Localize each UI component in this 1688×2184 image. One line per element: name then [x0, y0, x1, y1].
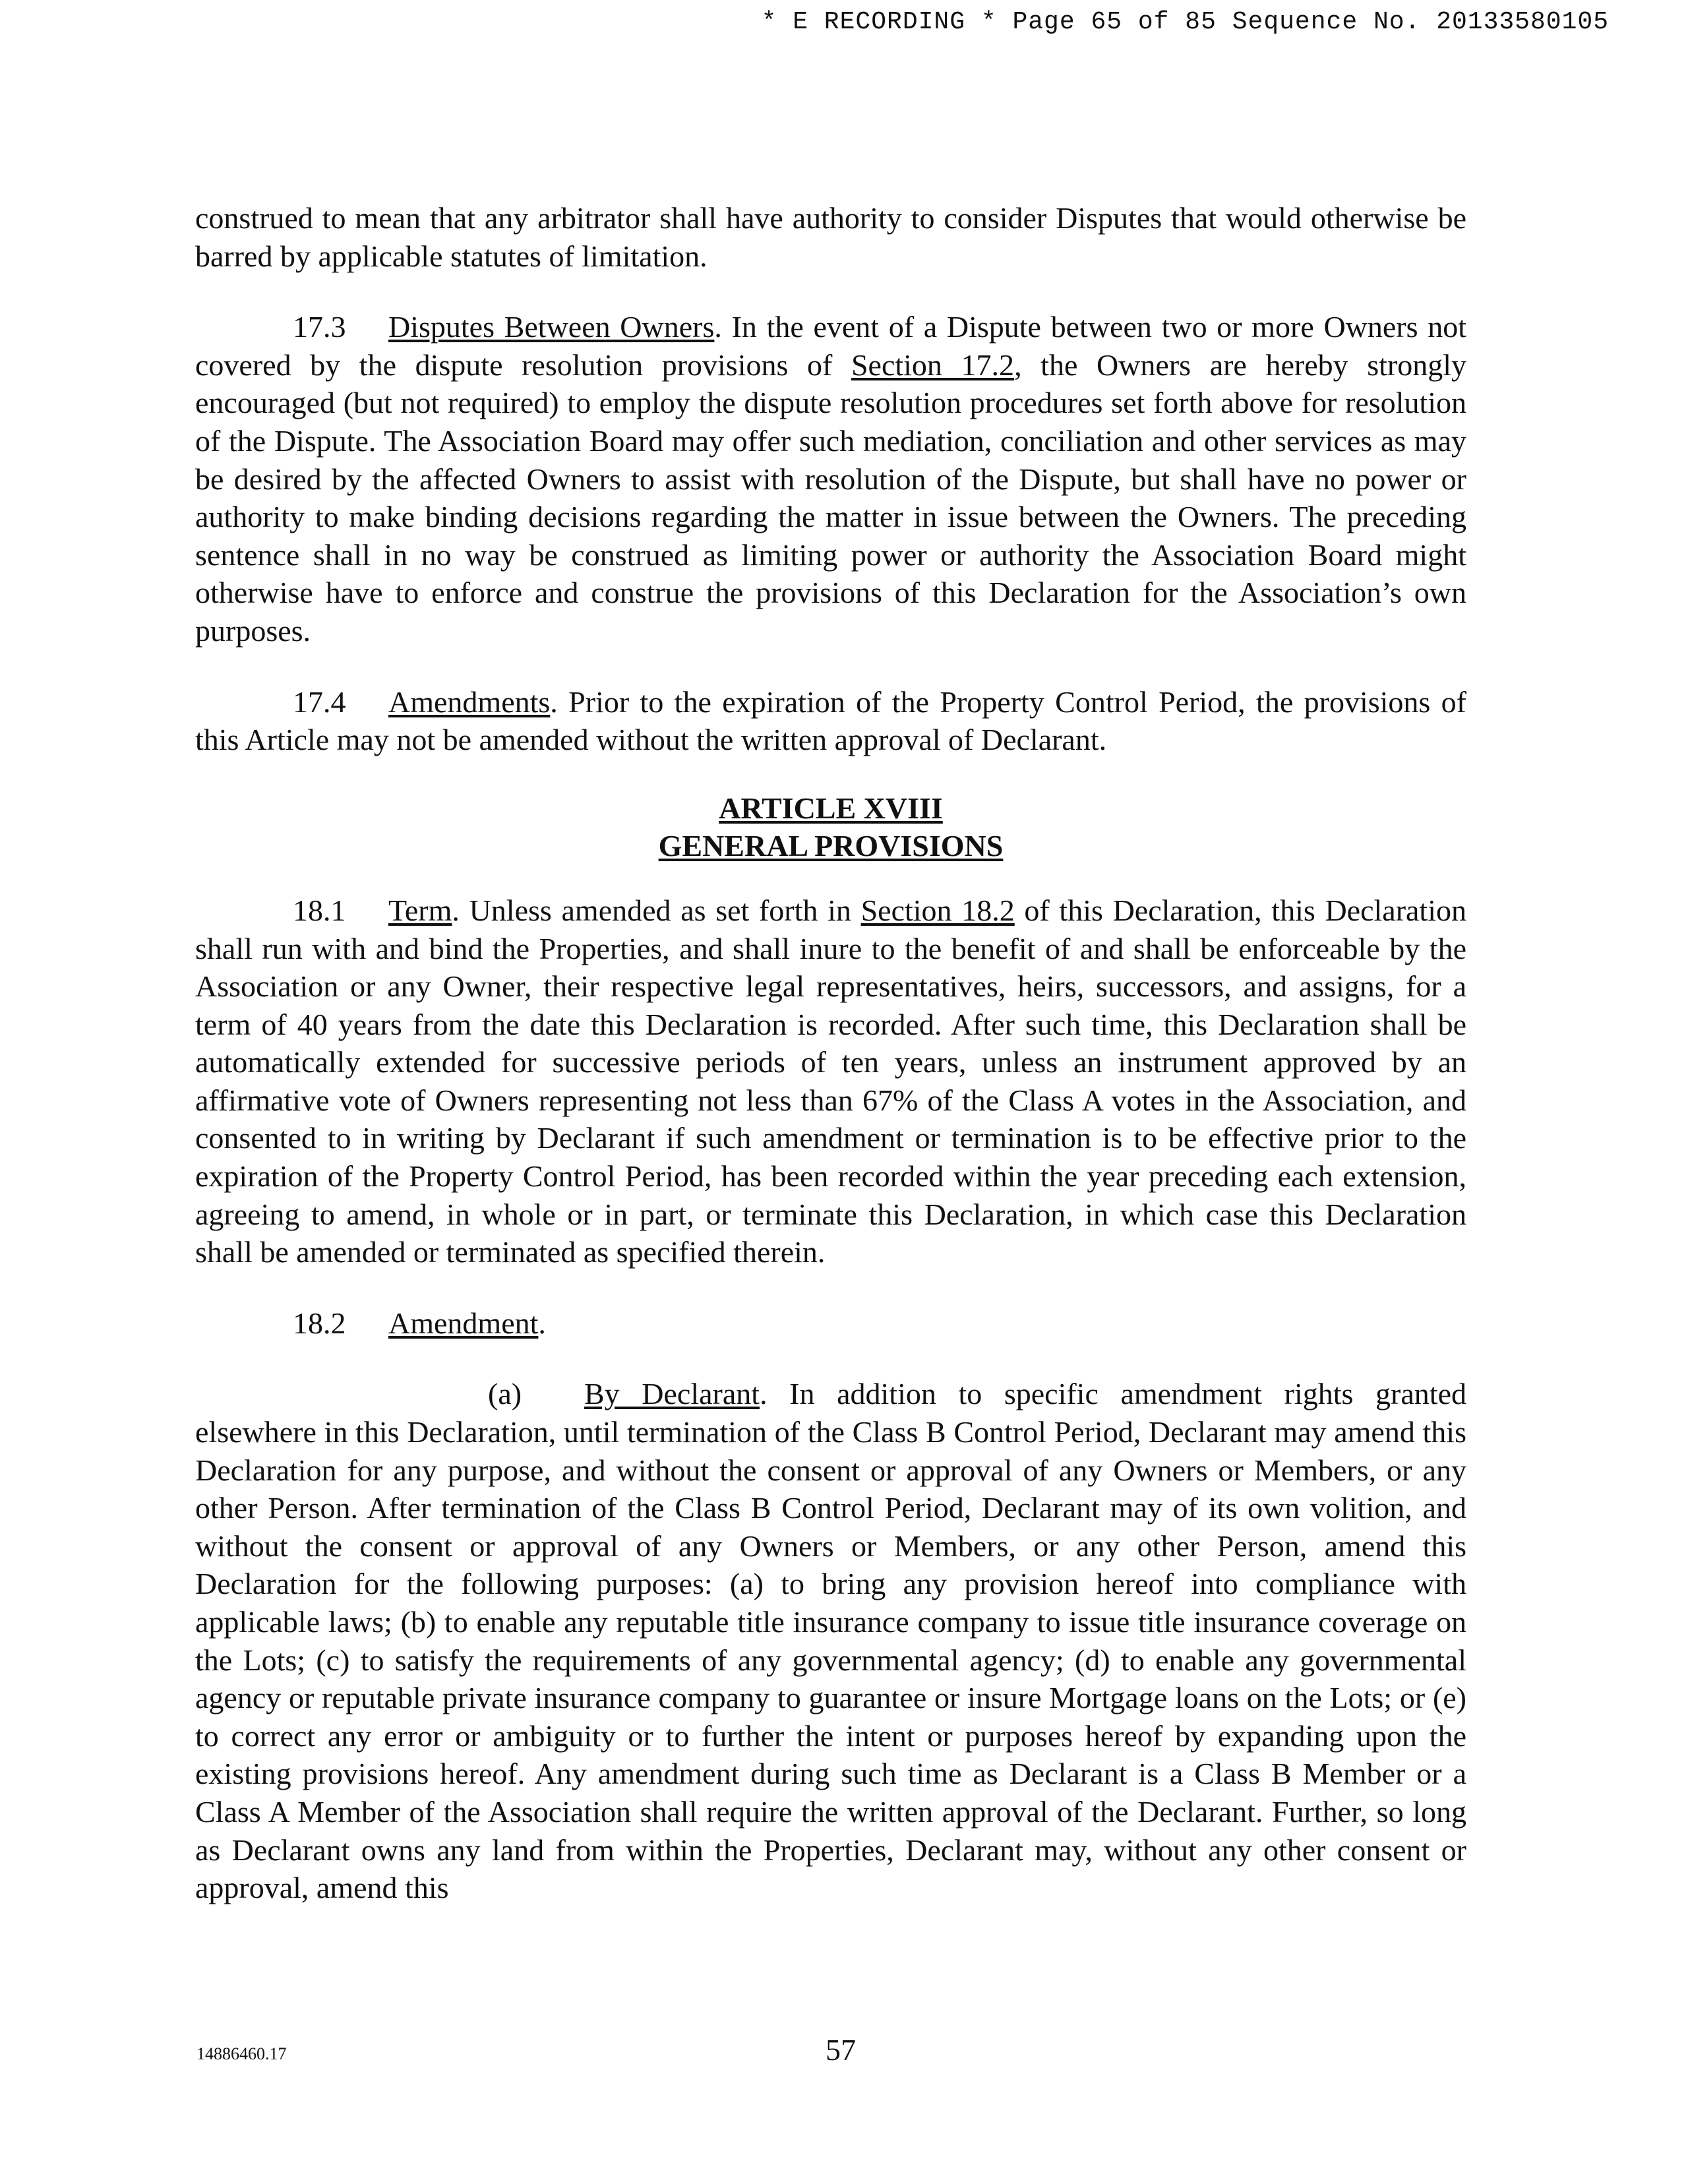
section-number: 17.4: [293, 684, 346, 719]
section-title: Amendments: [388, 684, 551, 719]
recording-header: * E RECORDING * Page 65 of 85 Sequence No. 20133580105: [761, 8, 1609, 36]
document-body: [195, 199, 1466, 1940]
section-title: Term: [388, 893, 452, 927]
section-text: . Unless amended as set forth in: [452, 893, 861, 927]
subsection-title: By Declarant: [584, 1377, 760, 1411]
footer-page-number: 57: [826, 2033, 856, 2067]
section-18-1: [195, 892, 1466, 1271]
section-text: .: [538, 1306, 546, 1340]
section-17-4: [195, 683, 1466, 759]
section-title: Amendment: [388, 1306, 539, 1340]
section-text: , the Owners are hereby strongly encouraged (but not required) to employ the dispute resolution procedures set forth above for resolution of the Dispute. The Association Board may offer such mediation, conciliation and other services as may be desired by the affected Owners to assist with resolution of the Dispute, but shall have no power or authority to make binding decisions regarding the matter in issue between the Owners. The preceding sentence shall in no way be construed as limiting power or authority the Association Board might otherwise have to enforce and construe the provisions of this Declaration for the Association’s own purposes.: [195, 348, 1467, 648]
article-title: GENERAL PROVISIONS: [658, 829, 1004, 863]
section-text: . Prior to the expiration of the Property Control Period, the provisions of this Article may not be amended without the written approval of Declarant.: [195, 684, 1466, 757]
subsection-text: . In addition to specific amendment rights granted elsewhere in this Declaration, until termination of the Class B Control Period, Declarant may amend this Declaration for any purpose, and without the consent or approval of any Owners or Members, or any other Person. After termination of the Class B Control Period, Declarant may of its own volition, and without the consent or approval of any Owners or Members, or any other Person, amend this Declaration for the following purposes: (a) to bring any provision hereof into compliance with applicable laws; (b) to enable any reputable title insurance company to issue title insurance coverage on the Lots; (c) to satisfy the requirements of any governmental agency; (d) to enable any governmental agency or reputable private insurance company to guarantee or insure Mortgage loans on the Lots; or (e) to correct any error or ambiguity or to further the intent or purposes hereof by expanding upon the existing provisions hereof. Any amendment during such time as Declarant is a Class B Member or a Class A Member of the Association shall require the written approval of the Declarant. Further, so long as Declarant owns any land from within the Properties, Declarant may, without any other consent or approval, amend this: [195, 1377, 1466, 1905]
section-18-2-a: [195, 1375, 1466, 1906]
section-17-3: [195, 308, 1466, 650]
section-18-2: [195, 1304, 1466, 1343]
section-text: of this Declaration, this Declaration shall run with and bind the Properties, and shall inure to the benefit of and shall be enforceable by the Association or any Owner, their respective legal representatives, heirs, successors, and assigns, for a term of 40 years from the date this Declaration is recorded. After such time, this Declaration shall be automatically extended for successive periods of ten years, unless an instrument approved by an affirmative vote of Owners representing not less than 67% of the Class A votes in the Association, and consented to in writing by Declarant if such amendment or termination is to be effective prior to the expiration of the Property Control Period, has been recorded within the year preceding each extension, agreeing to amend, in whole or in part, or terminate this Declaration, in which case this Declaration shall be amended or terminated as specified therein.: [195, 893, 1466, 1269]
subsection-label: (a): [488, 1377, 522, 1411]
footer-document-id: 14886460.17: [196, 2044, 287, 2063]
section-reference-link: Section 17.2: [851, 348, 1015, 382]
article-number: ARTICLE XVIII: [719, 791, 943, 825]
section-text: . In the event of a Dispute between two or more Owners not covered by the dispute resolution provisions of: [195, 310, 1467, 382]
section-number: 18.1: [293, 893, 346, 927]
section-number: 17.3: [293, 310, 346, 344]
paragraph-continuation: construed to mean that any arbitrator shall have authority to consider Disputes that would otherwise be barred by applicable statutes of limitation.: [195, 201, 1466, 273]
section-number: 18.2: [293, 1306, 346, 1340]
section-reference-link: Section 18.2: [860, 893, 1015, 927]
article-heading: [195, 789, 1466, 865]
section-title: Disputes Between Owners: [388, 310, 715, 344]
